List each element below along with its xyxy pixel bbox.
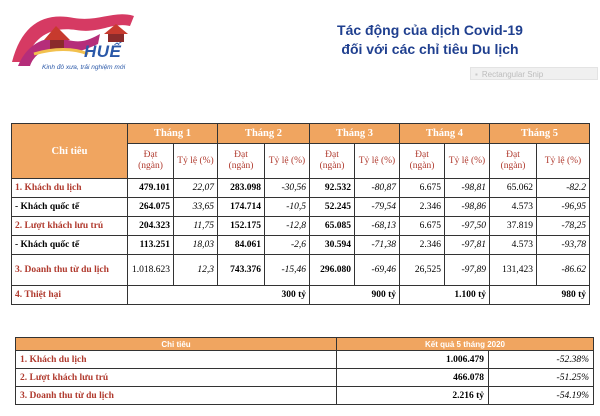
page-title: Tác động của dịch Covid-19	[337, 22, 523, 38]
cell-value: 26,525	[400, 255, 445, 286]
sub-header-tyle: Tỷ lệ (%)	[445, 144, 490, 179]
cell-percent: -10,5	[265, 198, 310, 217]
cell-value: 264.075	[128, 198, 174, 217]
cell-percent: -68,13	[355, 217, 400, 236]
summary-percent: -54.19%	[489, 387, 594, 405]
month-header: Tháng 3	[310, 124, 400, 144]
page-subtitle: đối với các chỉ tiêu Du lịch	[341, 41, 519, 57]
cell-value: 92.532	[310, 179, 355, 198]
cell-value: 283.098	[218, 179, 265, 198]
cell-percent: -69,46	[355, 255, 400, 286]
hue-logo	[4, 4, 164, 76]
cell-percent: -98,86	[445, 198, 490, 217]
snip-icon: ▪	[475, 70, 478, 79]
summary-percent: -51.25%	[489, 369, 594, 387]
month-header: Tháng 2	[218, 124, 310, 144]
cell-percent: -78,25	[537, 217, 590, 236]
summary-table	[15, 337, 594, 405]
logo-text: HUẾ	[84, 42, 122, 61]
row-label: 2. Lượt khách lưu trú	[12, 217, 128, 236]
damage-value: 300 tỷ	[128, 286, 310, 305]
summary-percent: -52.38%	[489, 351, 594, 369]
logo-tagline: Kinh đô xưa, trải nghiệm mới	[42, 64, 126, 71]
cell-value: 152.175	[218, 217, 265, 236]
summary-row	[16, 351, 594, 369]
cell-percent: -97,81	[445, 236, 490, 255]
cell-percent: 22,07	[174, 179, 218, 198]
cell-value: 2.346	[400, 236, 445, 255]
summary-label: 3. Doanh thu từ du lịch	[16, 387, 337, 405]
summary-label: 1. Khách du lịch	[16, 351, 337, 369]
summary-value: 1.006.479	[337, 351, 489, 369]
sub-header-dat: Đạt (ngàn)	[310, 144, 355, 179]
cell-percent: -80,87	[355, 179, 400, 198]
cell-percent: -30,56	[265, 179, 310, 198]
summary-value: 466.078	[337, 369, 489, 387]
monthly-table	[11, 123, 590, 305]
cell-value: 30.594	[310, 236, 355, 255]
cell-value: 4.573	[490, 236, 537, 255]
cell-percent: 12,3	[174, 255, 218, 286]
summary-result-header: Kết quả 5 tháng 2020	[337, 338, 594, 351]
sub-header-dat: Đạt (ngàn)	[490, 144, 537, 179]
cell-value: 4.573	[490, 198, 537, 217]
table-row	[12, 198, 590, 217]
summary-value: 2.216 tỷ	[337, 387, 489, 405]
cell-value: 204.323	[128, 217, 174, 236]
cell-value: 84.061	[218, 236, 265, 255]
col-header-chitieu: Chỉ tiêu	[12, 124, 128, 179]
row-label: - Khách quốc tế	[12, 236, 128, 255]
table-row	[12, 179, 590, 198]
cell-value: 6.675	[400, 217, 445, 236]
cell-percent: -79,54	[355, 198, 400, 217]
summary-row	[16, 369, 594, 387]
cell-value: 6.675	[400, 179, 445, 198]
cell-value: 65.062	[490, 179, 537, 198]
summary-row	[16, 387, 594, 405]
sub-header-dat: Đạt (ngàn)	[400, 144, 445, 179]
cell-percent: -97,50	[445, 217, 490, 236]
cell-value: 113.251	[128, 236, 174, 255]
row-label: 4. Thiệt hại	[12, 286, 128, 305]
cell-percent: -86.62	[537, 255, 590, 286]
cell-percent: 11,75	[174, 217, 218, 236]
row-label: 3. Doanh thu từ du lịch	[12, 255, 128, 286]
month-header: Tháng 4	[400, 124, 490, 144]
cell-percent: -97,89	[445, 255, 490, 286]
cell-percent: -71,38	[355, 236, 400, 255]
cell-value: 743.376	[218, 255, 265, 286]
sub-header-tyle: Tỷ lệ (%)	[355, 144, 400, 179]
snip-tool-button[interactable]	[470, 67, 598, 80]
table-row	[12, 236, 590, 255]
cell-percent: -12,8	[265, 217, 310, 236]
month-header: Tháng 5	[490, 124, 590, 144]
cell-percent: -93,78	[537, 236, 590, 255]
month-header: Tháng 1	[128, 124, 218, 144]
cell-percent: 33,65	[174, 198, 218, 217]
table-row-damage	[12, 286, 590, 305]
row-label: - Khách quốc tế	[12, 198, 128, 217]
sub-header-tyle: Tỷ lệ (%)	[174, 144, 218, 179]
cell-percent: -15,46	[265, 255, 310, 286]
table-row	[12, 217, 590, 236]
cell-value: 2.346	[400, 198, 445, 217]
damage-value: 900 tỷ	[310, 286, 400, 305]
cell-percent: -96,95	[537, 198, 590, 217]
row-label: 1. Khách du lịch	[12, 179, 128, 198]
cell-percent: -2,6	[265, 236, 310, 255]
cell-percent: 18,03	[174, 236, 218, 255]
cell-value: 37.819	[490, 217, 537, 236]
cell-value: 65.085	[310, 217, 355, 236]
sub-header-tyle: Tỷ lệ (%)	[265, 144, 310, 179]
cell-percent: -82.2	[537, 179, 590, 198]
cell-value: 479.101	[128, 179, 174, 198]
table-row	[12, 255, 590, 286]
cell-value: 1.018.623	[128, 255, 174, 286]
cell-value: 131,423	[490, 255, 537, 286]
snip-label: Rectangular Snip	[481, 70, 544, 79]
sub-header-dat: Đạt (ngàn)	[128, 144, 174, 179]
summary-col-header: Chỉ tiêu	[16, 338, 337, 351]
cell-value: 296.080	[310, 255, 355, 286]
cell-percent: -98,81	[445, 179, 490, 198]
sub-header-tyle: Tỷ lệ (%)	[537, 144, 590, 179]
sub-header-dat: Đạt (ngàn)	[218, 144, 265, 179]
cell-value: 174.714	[218, 198, 265, 217]
damage-value: 980 tỷ	[490, 286, 590, 305]
summary-label: 2. Lượt khách lưu trú	[16, 369, 337, 387]
damage-value: 1.100 tỷ	[400, 286, 490, 305]
cell-value: 52.245	[310, 198, 355, 217]
